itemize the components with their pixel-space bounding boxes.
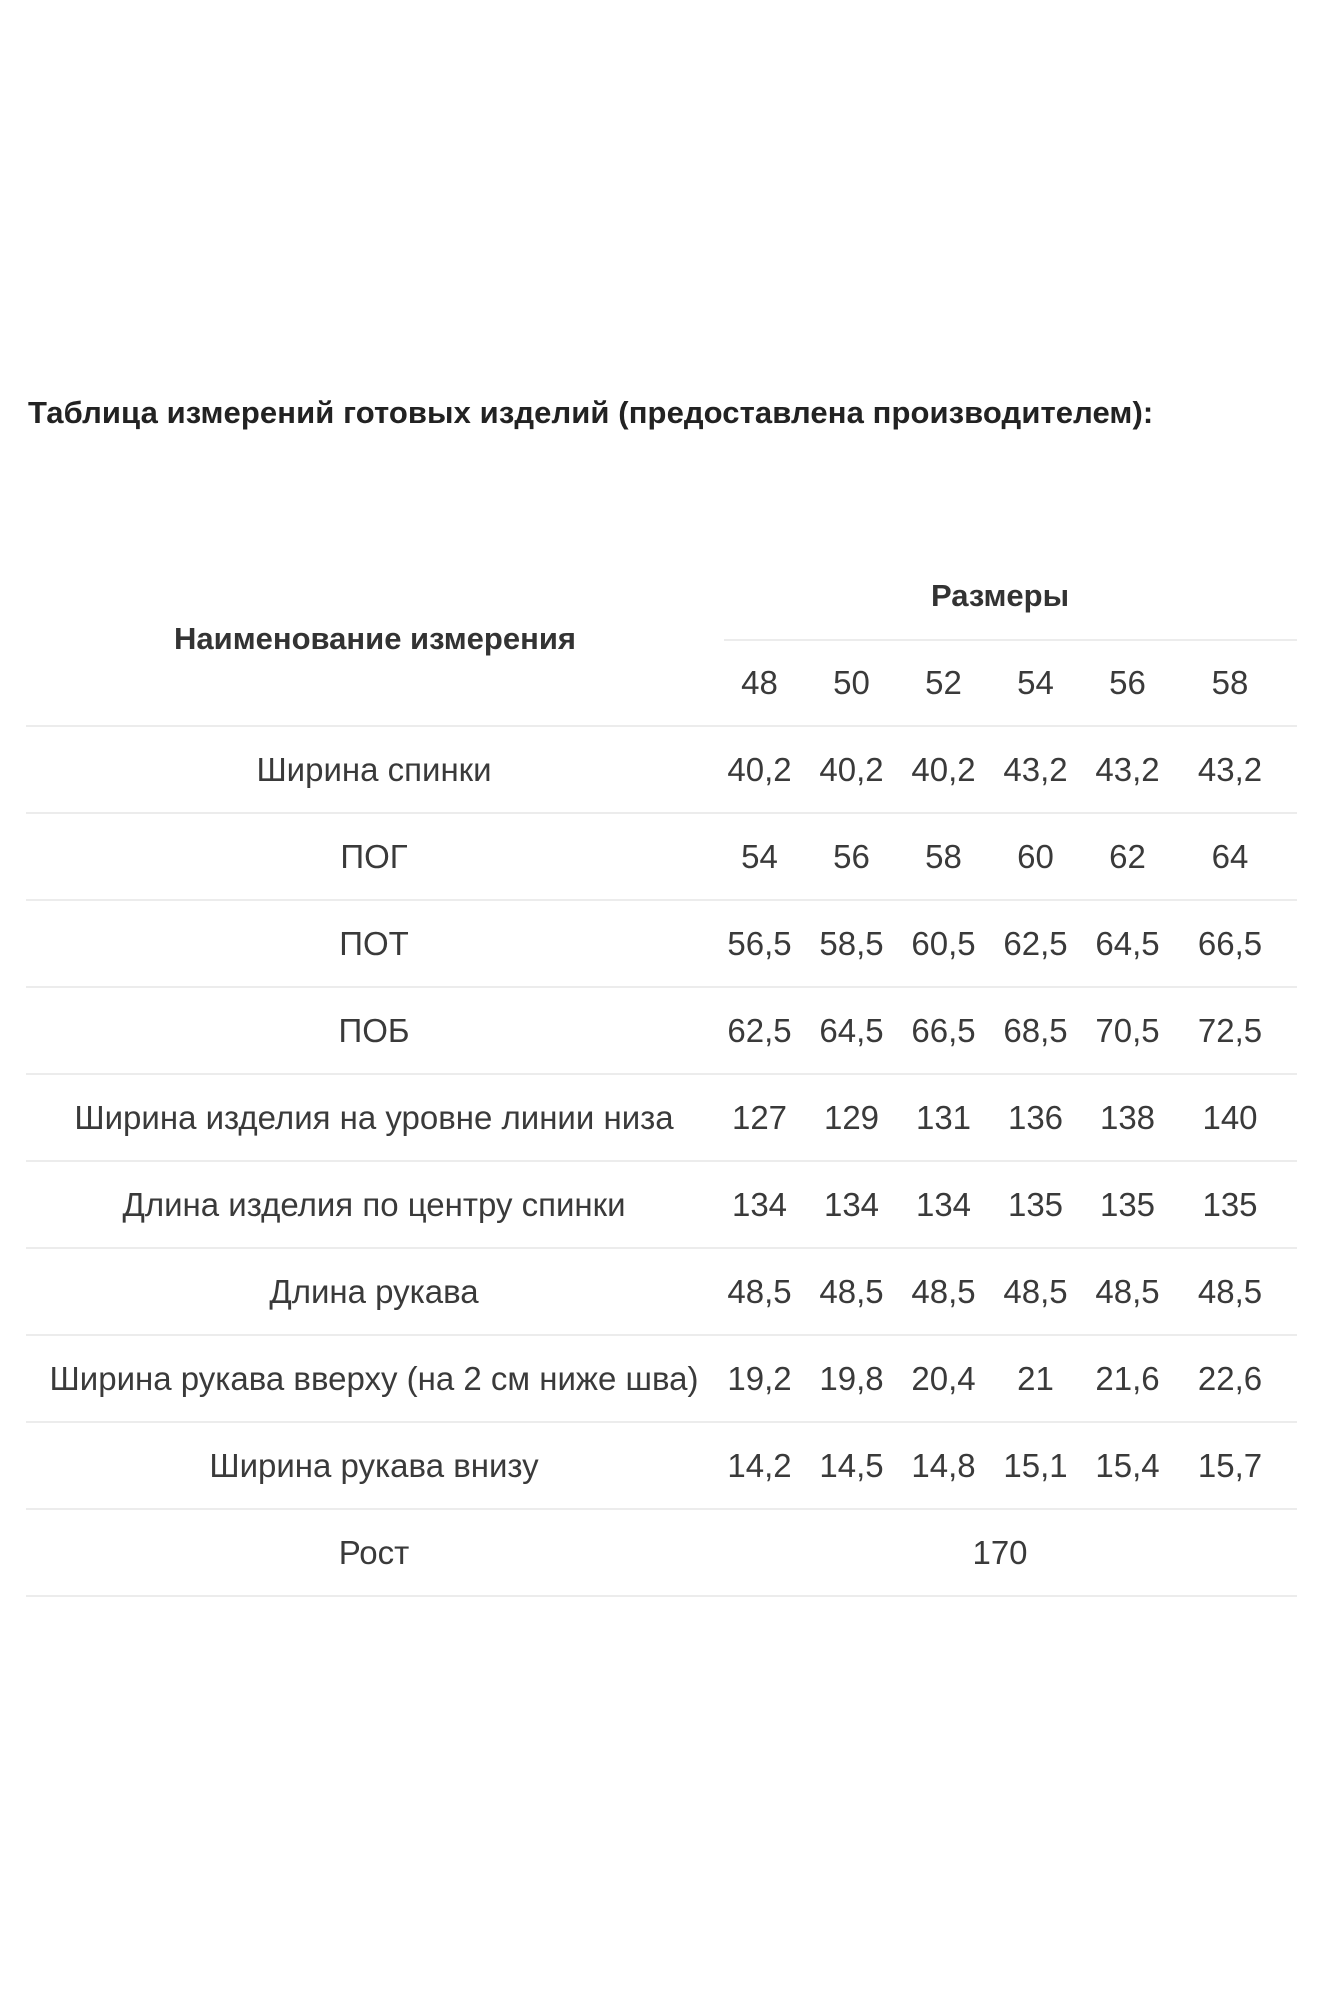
size-number: 52 (908, 640, 1000, 726)
measurement-name: ПОБ (26, 987, 724, 1074)
measurement-value: 64,5 (1092, 900, 1184, 987)
measurement-value: 131 (908, 1074, 1000, 1161)
measurement-value: 72,5 (1184, 987, 1297, 1074)
measurement-value: 56,5 (724, 900, 816, 987)
measurement-value: 48,5 (1000, 1248, 1092, 1335)
measurement-value: 15,1 (1000, 1422, 1092, 1509)
measurement-value: 136 (1000, 1074, 1092, 1161)
measurement-name: Длина рукава (26, 1248, 724, 1335)
measurement-value: 15,7 (1184, 1422, 1297, 1509)
measurement-value: 40,2 (908, 726, 1000, 813)
measurement-value: 66,5 (1184, 900, 1297, 987)
page-title: Таблица измерений готовых изделий (предоставлена производителем): (28, 395, 1154, 430)
table-row (26, 900, 1297, 987)
measurement-value: 135 (1000, 1161, 1092, 1248)
measurement-value: 134 (908, 1161, 1000, 1248)
measurement-value: 64,5 (816, 987, 908, 1074)
measurement-value: 43,2 (1092, 726, 1184, 813)
measurement-value: 58 (908, 813, 1000, 900)
sizes-header: Размеры (724, 553, 1297, 640)
table-row (26, 1422, 1297, 1509)
measurement-value: 20,4 (908, 1335, 1000, 1422)
size-number: 50 (816, 640, 908, 726)
measurement-value: 127 (724, 1074, 816, 1161)
measurement-value: 48,5 (724, 1248, 816, 1335)
measurement-name: ПОТ (26, 900, 724, 987)
table-body (26, 726, 1297, 1596)
measurement-name: Ширина рукава внизу (26, 1422, 724, 1509)
table-row (26, 1335, 1297, 1422)
measurement-value: 62,5 (724, 987, 816, 1074)
table-row (26, 1248, 1297, 1335)
measurement-value: 21,6 (1092, 1335, 1184, 1422)
size-number: 54 (1000, 640, 1092, 726)
measurement-value: 129 (816, 1074, 908, 1161)
measurement-value: 58,5 (816, 900, 908, 987)
measurement-value: 48,5 (1092, 1248, 1184, 1335)
measurement-value: 62,5 (1000, 900, 1092, 987)
measurement-value: 22,6 (1184, 1335, 1297, 1422)
measurement-name: Ширина спинки (26, 726, 724, 813)
measurement-value: 43,2 (1184, 726, 1297, 813)
measurement-value: 140 (1184, 1074, 1297, 1161)
measurement-value: 138 (1092, 1074, 1184, 1161)
measurement-name: ПОГ (26, 813, 724, 900)
measurement-value: 134 (724, 1161, 816, 1248)
measurement-value: 48,5 (816, 1248, 908, 1335)
measurement-value: 66,5 (908, 987, 1000, 1074)
measurement-value: 43,2 (1000, 726, 1092, 813)
measurement-value: 62 (1092, 813, 1184, 900)
measurement-value: 19,2 (724, 1335, 816, 1422)
measurement-name: Ширина рукава вверху (на 2 см ниже шва) (26, 1335, 724, 1422)
measurement-value: 56 (816, 813, 908, 900)
table-row (26, 726, 1297, 813)
measurement-name-header: Наименование измерения (26, 553, 724, 726)
measurement-value: 134 (816, 1161, 908, 1248)
measurement-value: 68,5 (1000, 987, 1092, 1074)
measurement-value: 19,8 (816, 1335, 908, 1422)
table-row (26, 1161, 1297, 1248)
measurement-value: 40,2 (816, 726, 908, 813)
measurement-name: Длина изделия по центру спинки (26, 1161, 724, 1248)
measurement-value: 21 (1000, 1335, 1092, 1422)
measurement-value: 14,8 (908, 1422, 1000, 1509)
table-row (26, 987, 1297, 1074)
measurement-value: 135 (1184, 1161, 1297, 1248)
table-header-row (26, 553, 1297, 640)
size-number: 48 (724, 640, 816, 726)
measurement-value: 14,5 (816, 1422, 908, 1509)
measurement-name: Ширина изделия на уровне линии низа (26, 1074, 724, 1161)
measurement-value: 54 (724, 813, 816, 900)
measurement-value: 15,4 (1092, 1422, 1184, 1509)
measurement-name: Рост (26, 1509, 724, 1596)
size-chart-table (26, 553, 1297, 1597)
measurement-value: 60 (1000, 813, 1092, 900)
size-number: 56 (1092, 640, 1184, 726)
table-row (26, 813, 1297, 900)
measurement-value: 40,2 (724, 726, 816, 813)
measurement-value: 135 (1092, 1161, 1184, 1248)
height-value: 170 (724, 1509, 1297, 1596)
measurement-value: 14,2 (724, 1422, 816, 1509)
measurement-value: 48,5 (1184, 1248, 1297, 1335)
table-row (26, 1074, 1297, 1161)
measurement-value: 64 (1184, 813, 1297, 900)
table-row-height (26, 1509, 1297, 1596)
measurement-value: 60,5 (908, 900, 1000, 987)
measurement-value: 70,5 (1092, 987, 1184, 1074)
size-number: 58 (1184, 640, 1297, 726)
measurement-value: 48,5 (908, 1248, 1000, 1335)
